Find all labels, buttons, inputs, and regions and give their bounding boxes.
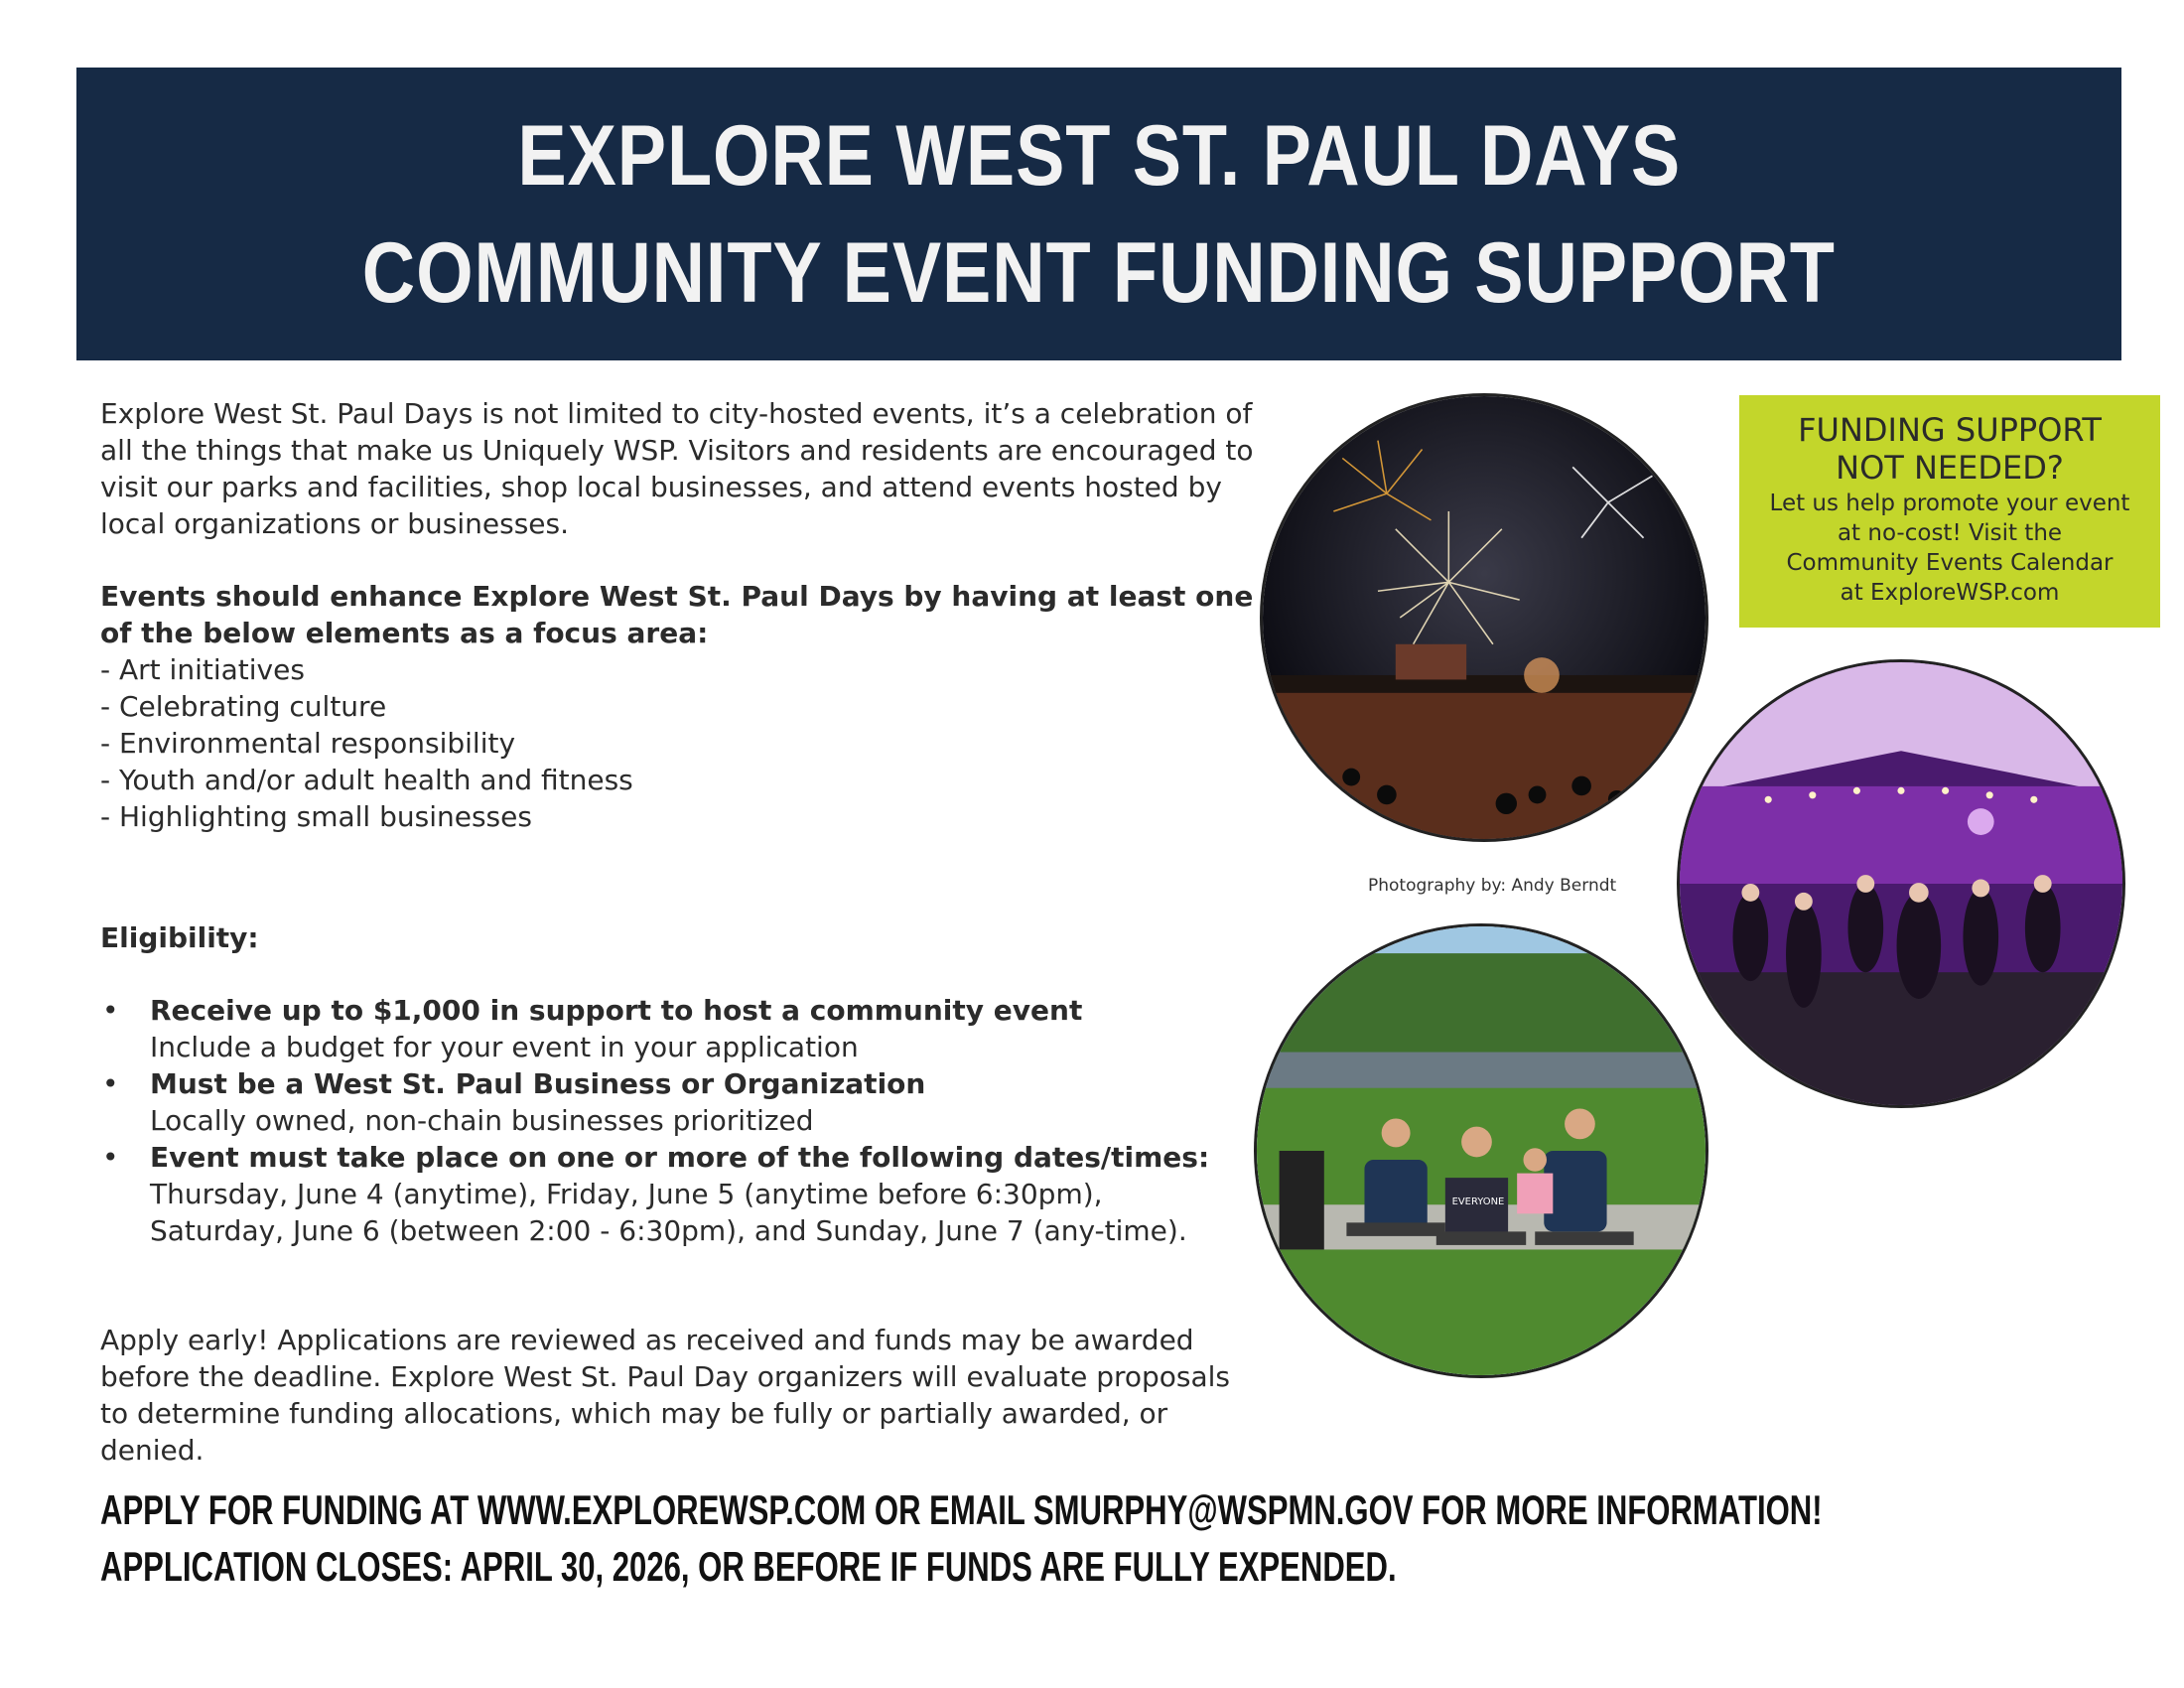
focus-heading: Events should enhance Explore West St. Paul Days by having at least one of the below elements as a focus area:: [100, 580, 1254, 649]
eligibility-heading: Eligibility:: [100, 921, 259, 954]
funding-not-needed-box: [1739, 395, 2160, 628]
promo-body-line: Community Events Calendar: [1786, 550, 2114, 576]
page-title-line1: EXPLORE WEST ST. PAUL DAYS: [517, 107, 1681, 204]
focus-item: - Environmental responsibility: [100, 727, 516, 760]
eligibility-item-detail: Thursday, June 4 (anytime), Friday, June 5 (anytime before 6:30pm), Saturday, June 6 (between 2:00 - 6:30pm), and Sunday, June 7 (any-time).: [150, 1178, 1187, 1247]
apply-call-to-action: APPLY FOR FUNDING AT WWW.EXPLOREWSP.COM OR EMAIL SMURPHY@WSPMN.GOV FOR MORE INFORMATION!: [100, 1486, 1823, 1533]
eligibility-item: [100, 992, 1222, 1065]
focus-item: - Highlighting small businesses: [100, 800, 532, 833]
bullet-icon: •: [102, 1067, 119, 1100]
apply-early-note: Apply early! Applications are reviewed as received and funds may be awarded before the deadline. Explore West St. Paul Day organizers will evaluate proposals to determine funding allocations, which may be fully or partially awarded, or denied.: [100, 1324, 1231, 1467]
promo-body-line: at ExploreWSP.com: [1840, 580, 2060, 606]
focus-item: - Art initiatives: [100, 653, 305, 686]
focus-item: - Youth and/or adult health and fitness: [100, 764, 633, 796]
header-banner: [76, 68, 2121, 360]
family-photo: [1257, 926, 1706, 1375]
eligibility-item: [100, 1139, 1222, 1249]
bullet-icon: •: [102, 1141, 119, 1174]
bullet-icon: •: [102, 994, 119, 1027]
photo-credit: Photography by: Andy Berndt: [1368, 876, 1617, 896]
focus-list: [100, 651, 1272, 835]
eligibility-item-detail: Locally owned, non-chain businesses prioritized: [150, 1104, 814, 1137]
focus-item: - Celebrating culture: [100, 690, 387, 723]
eligibility-item-detail: Include a budget for your event in your application: [150, 1031, 859, 1063]
focus-areas: [100, 578, 1272, 835]
eligibility-item-title: Receive up to $1,000 in support to host a community event: [150, 994, 1083, 1027]
page-title-line2: COMMUNITY EVENT FUNDING SUPPORT: [361, 224, 1837, 321]
eligibility-list: [100, 992, 1222, 1249]
promo-title-line2: NOT NEEDED?: [1836, 449, 2064, 487]
shirt-text: EVERYONE: [1451, 1196, 1505, 1208]
eligibility-item-title: Event must take place on one or more of the following dates/times:: [150, 1141, 1210, 1174]
intro-paragraph: Explore West St. Paul Days is not limited to city-hosted events, it’s a celebration of all the things that make us Uniquely WSP. Visitors and residents are encouraged to visit our parks and facilities, shop local businesses, and attend events hosted by local organizations or businesses.: [100, 397, 1254, 540]
fireworks-photo: [1263, 396, 1706, 839]
promo-body: [1739, 489, 2160, 608]
eligibility-item-title: Must be a West St. Paul Business or Organization: [150, 1067, 926, 1100]
eligibility-item: [100, 1065, 1222, 1139]
promo-body-line: Let us help promote your event: [1769, 491, 2130, 516]
promo-body-line: at no-cost! Visit the: [1837, 520, 2063, 546]
application-deadline: APPLICATION CLOSES: APRIL 30, 2026, OR BEFORE IF FUNDS ARE FULLY EXPENDED.: [100, 1543, 1397, 1590]
promo-title-line1: FUNDING SUPPORT: [1798, 411, 2102, 449]
concert-photo: [1680, 662, 2122, 1105]
